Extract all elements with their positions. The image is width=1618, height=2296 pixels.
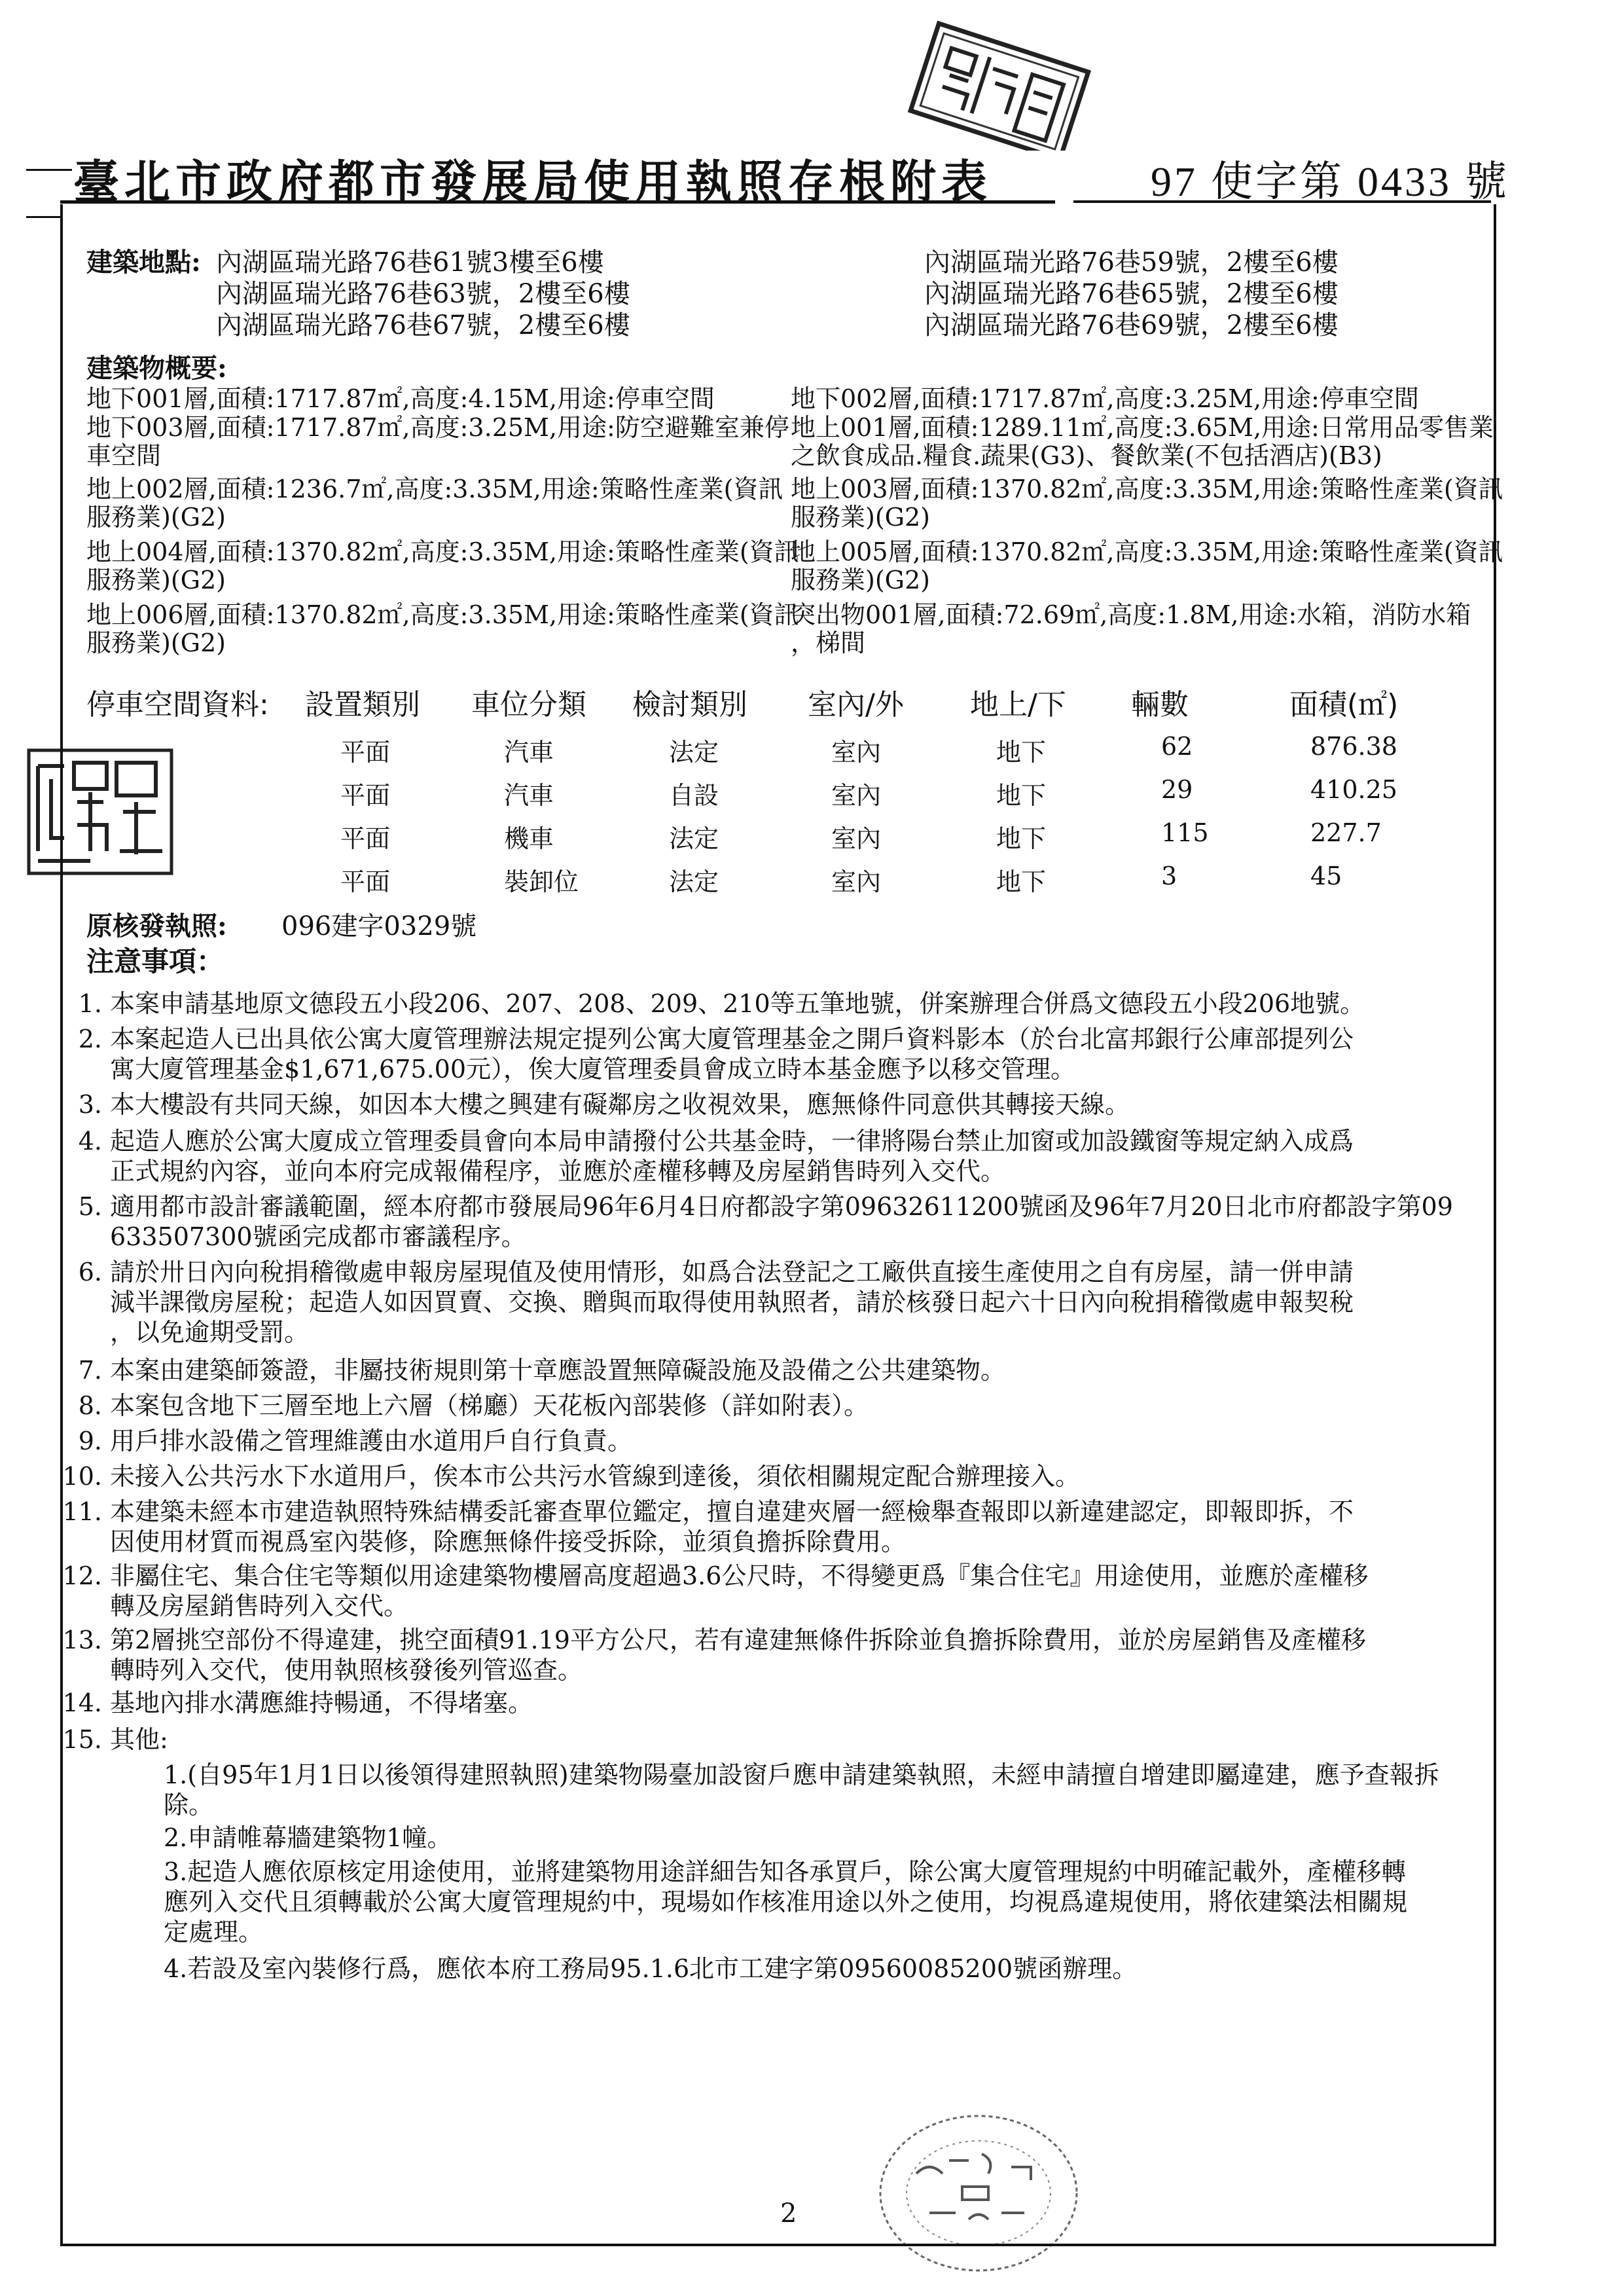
note-item xyxy=(62,1688,1484,1718)
parking-header: 地上/下 xyxy=(970,688,1066,721)
note-item xyxy=(62,1625,1484,1685)
note-item xyxy=(78,1355,1484,1385)
note-number: 5. xyxy=(78,1192,102,1221)
parking-cell: 地下 xyxy=(996,738,1047,767)
building-floor-entry: 地上003層,面積:1370.82㎡,高度:3.35M,用途:策略性產業(資訊 服務業)(G2) xyxy=(791,475,1503,532)
note-item xyxy=(78,1192,1484,1252)
building-floor-entry: 地下001層,面積:1717.87㎡,高度:4.15M,用途:停車空間 xyxy=(86,384,715,413)
note-sub-item xyxy=(164,1857,1486,1947)
note-text-line: 基地內排水溝應維持暢通，不得堵塞。 xyxy=(110,1688,533,1717)
note-sub-text-line: 1.(自95年1月1日以後領得建照執照)建築物陽臺加設窗戶應申請建築執照，未經申請擅自增建即屬違建，應予查報拆 xyxy=(164,1760,1439,1789)
note-text-line: 第2層挑空部份不得違建，挑空面積91.19平方公尺，若有違建無條件拆除並負擔拆除費用，並於房屋銷售及產權移 xyxy=(110,1626,1366,1654)
note-number: 3. xyxy=(78,1090,102,1119)
address-line: 內湖區瑞光路76巷69號，2樓至6樓 xyxy=(924,310,1339,340)
parking-cell: 115 xyxy=(1161,818,1209,847)
parking-cell: 機車 xyxy=(504,824,554,853)
note-item xyxy=(62,1497,1484,1557)
note-sub-text-line: 除。 xyxy=(164,1791,214,1819)
note-item xyxy=(62,1561,1484,1621)
note-number: 14. xyxy=(62,1688,102,1717)
note-text-line: 因使用材質而視爲室內裝修，除應無條件接受拆除，並須負擔拆除費用。 xyxy=(110,1527,907,1556)
parking-header: 輛數 xyxy=(1131,688,1189,721)
note-number: 15. xyxy=(62,1725,102,1754)
note-number: 7. xyxy=(78,1356,102,1385)
note-text-line: 633507300號函完成都市審議程序。 xyxy=(110,1222,526,1251)
note-sub-item xyxy=(164,1823,1486,1853)
parking-cell: 410.25 xyxy=(1310,775,1397,804)
building-floor-entry: 地下003層,面積:1717.87㎡,高度:3.25M,用途:防空避難室兼停 車空間 xyxy=(86,413,789,470)
building-floor-entry: 地上002層,面積:1236.7㎡,高度:3.35M,用途:策略性產業(資訊 服務業)(G2) xyxy=(86,475,783,532)
note-sub-text-line: 應列入交代且須轉載於公寓大廈管理規約中，現場如作核准用途以外之使用，均視爲違規使用，將依建築法相關規 xyxy=(164,1887,1408,1916)
permit-number: 97 使字第 0433 號 xyxy=(1151,158,1509,205)
note-number: 12. xyxy=(62,1561,102,1590)
margin-tick xyxy=(26,216,63,218)
parking-cell: 平面 xyxy=(340,738,391,767)
note-sub-item xyxy=(164,1760,1486,1820)
parking-header: 室內/外 xyxy=(808,688,904,721)
parking-cell: 汽車 xyxy=(504,738,554,767)
note-item xyxy=(78,1257,1484,1347)
building-summary-label: 建築物概要: xyxy=(86,353,227,384)
note-number: 8. xyxy=(78,1391,102,1420)
page-number: 2 xyxy=(780,2198,797,2229)
note-number: 4. xyxy=(78,1127,102,1156)
notes-label: 注意事項： xyxy=(86,945,225,977)
note-text-line: 其他: xyxy=(110,1725,168,1754)
parking-cell: 汽車 xyxy=(504,781,554,810)
parking-header: 面積(㎡) xyxy=(1289,688,1399,721)
note-text-line: 適用都市設計審議範圍，經本府都市發展局96年6月4日府都設字第09632611200號函及96年7月20日北市府都設字第09 xyxy=(110,1192,1453,1221)
note-sub-text-line: 定處理。 xyxy=(164,1918,264,1946)
note-item xyxy=(78,989,1484,1019)
official-seal-stamp xyxy=(897,20,1106,151)
note-number: 10. xyxy=(62,1462,102,1491)
address-line: 內湖區瑞光路76巷63號，2樓至6樓 xyxy=(216,279,630,309)
parking-cell: 室內 xyxy=(831,781,882,810)
note-item xyxy=(78,1126,1484,1186)
note-text-line: 未接入公共污水下水道用戶，俟本市公共污水管線到達後，須依相關規定配合辦理接入。 xyxy=(110,1462,1081,1491)
parking-cell: 法定 xyxy=(669,867,719,896)
building-floor-entry: 地上005層,面積:1370.82㎡,高度:3.35M,用途:策略性產業(資訊 服務業)(G2) xyxy=(791,538,1503,594)
parking-cell: 地下 xyxy=(996,781,1047,810)
parking-cell: 地下 xyxy=(996,824,1047,853)
building-floor-entry: 突出物001層,面積:72.69㎡,高度:1.8M,用途:水箱，消防水箱 ，梯間 xyxy=(791,600,1471,657)
note-number: 13. xyxy=(62,1626,102,1654)
parking-cell: 45 xyxy=(1310,862,1342,890)
note-text-line: 寓大廈管理基金$1,671,675.00元），俟大廈管理委員會成立時本基金應予以移交管理。 xyxy=(110,1055,1076,1084)
parking-header: 設置類別 xyxy=(305,688,420,721)
address-line: 內湖區瑞光路76巷59號，2樓至6樓 xyxy=(924,247,1339,278)
parking-cell: 3 xyxy=(1161,862,1178,890)
note-text-line: ，以免逾期受罰。 xyxy=(110,1318,310,1347)
address-line: 內湖區瑞光路76巷67號，2樓至6樓 xyxy=(216,310,630,340)
document-title: 臺北市政府都市發展局使用執照存根附表 xyxy=(73,155,992,209)
parking-cell: 室內 xyxy=(831,824,882,853)
parking-cell: 裝卸位 xyxy=(504,867,579,896)
parking-cell: 法定 xyxy=(669,824,719,853)
note-item xyxy=(62,1724,1484,1755)
note-text-line: 本大樓設有共同天線，如因本大樓之興建有礙鄰房之收視效果，應無條件同意供其轉接天線。 xyxy=(110,1090,1130,1119)
original-permit-label: 原核發執照: xyxy=(86,911,227,941)
note-text-line: 請於卅日內向稅捐稽徵處申報房屋現值及使用情形，如爲合法登記之工廠供直接生產使用之自有房屋，請一併申請 xyxy=(110,1258,1354,1286)
note-text-line: 轉時列入交代，使用執照核發後列管巡查。 xyxy=(110,1656,583,1685)
note-item xyxy=(78,1391,1484,1421)
note-sub-text-line: 2.申請帷幕牆建築物1幢。 xyxy=(164,1823,452,1852)
parking-cell: 平面 xyxy=(340,781,391,810)
note-text-line: 用戶排水設備之管理維護由水道用戶自行負責。 xyxy=(110,1427,633,1455)
note-item xyxy=(62,1461,1484,1491)
note-item xyxy=(78,1024,1484,1084)
note-text-line: 正式規約內容，並向本府完成報備程序，並應於產權移轉及房屋銷售時列入交代。 xyxy=(110,1157,1006,1186)
note-number: 6. xyxy=(78,1258,102,1286)
note-text-line: 本案由建築師簽證，非屬技術規則第十章應設置無障礙設施及設備之公共建築物。 xyxy=(110,1356,1006,1385)
note-text-line: 起造人應於公寓大廈成立管理委員會向本局申請撥付公共基金時，一律將陽台禁止加窗或加設鐵窗等規定納入成爲 xyxy=(110,1127,1354,1156)
parking-cell: 法定 xyxy=(669,738,719,767)
note-number: 11. xyxy=(62,1497,102,1526)
parking-label: 停車空間資料: xyxy=(86,688,269,721)
building-floor-entry: 地上004層,面積:1370.82㎡,高度:3.35M,用途:策略性產業(資訊 服務業)(G2) xyxy=(86,538,799,594)
note-item xyxy=(78,1089,1484,1120)
parking-cell: 平面 xyxy=(340,824,391,853)
note-text-line: 本建築未經本市建造執照特殊結構委託審查單位鑑定，擅自違建夾層一經檢舉查報即以新違建認定，即報即拆，不 xyxy=(110,1497,1354,1526)
parking-cell: 室內 xyxy=(831,867,882,896)
note-number: 1. xyxy=(78,989,102,1018)
address-label: 建築地點: xyxy=(86,247,201,278)
parking-cell: 室內 xyxy=(831,738,882,767)
parking-cell: 227.7 xyxy=(1310,818,1382,847)
original-permit-value: 096建字0329號 xyxy=(281,911,477,941)
note-text-line: 本案申請基地原文德段五小段206、207、208、209、210等五筆地號，併案辦理合併爲文德段五小段206地號。 xyxy=(110,989,1365,1018)
parking-cell: 平面 xyxy=(340,867,391,896)
building-floor-entry: 地下002層,面積:1717.87㎡,高度:3.25M,用途:停車空間 xyxy=(791,384,1419,413)
note-text-line: 本案包含地下三層至地上六層（梯廳）天花板內部裝修（詳如附表）。 xyxy=(110,1391,869,1420)
parking-cell: 自設 xyxy=(669,781,719,810)
parking-cell: 62 xyxy=(1161,732,1193,761)
note-text-line: 減半課徵房屋稅；起造人如因買賣、交換、贈與而取得使用執照者，請於核發日起六十日內向稅捐稽徵處申報契稅 xyxy=(110,1288,1354,1317)
parking-cell: 876.38 xyxy=(1310,732,1397,761)
parking-header: 車位分類 xyxy=(471,688,586,721)
note-text-line: 非屬住宅、集合住宅等類似用途建築物樓層高度超過3.6公尺時，不得變更爲『集合住宅』用途使用，並應於產權移 xyxy=(110,1561,1369,1590)
building-floor-entry: 地上001層,面積:1289.11㎡,高度:3.65M,用途:日常用品零售業 之飲食成品.糧食.蔬果(G3)、餐飲業(不包括酒店)(B3) xyxy=(791,413,1494,470)
parking-header: 檢討類別 xyxy=(632,688,747,721)
note-text-line: 本案起造人已出具依公寓大廈管理辦法規定提列公寓大廈管理基金之開戶資料影本（於台北富邦銀行公庫部提列公 xyxy=(110,1025,1354,1053)
note-sub-item xyxy=(164,1954,1486,1984)
parking-cell: 29 xyxy=(1161,775,1193,804)
note-number: 9. xyxy=(78,1427,102,1455)
building-floor-entry: 地上006層,面積:1370.82㎡,高度:3.35M,用途:策略性產業(資訊 服務業)(G2) xyxy=(86,600,799,657)
address-line: 內湖區瑞光路76巷61號3樓至6樓 xyxy=(216,247,604,278)
address-line: 內湖區瑞光路76巷65號，2樓至6樓 xyxy=(924,279,1339,309)
note-number: 2. xyxy=(78,1025,102,1053)
note-text-line: 轉及房屋銷售時列入交代。 xyxy=(110,1592,409,1620)
note-item xyxy=(78,1426,1484,1456)
margin-tick xyxy=(26,169,72,171)
note-sub-text-line: 4.若設及室內裝修行爲，應依本府工務局95.1.6北市工建字第09560085200號函辦理。 xyxy=(164,1954,1138,1983)
note-sub-text-line: 3.起造人應依原核定用途使用，並將建築物用途詳細告知各承買戶，除公寓大廈管理規約中明確記載外，產權移轉 xyxy=(164,1857,1407,1886)
parking-cell: 地下 xyxy=(996,867,1047,896)
